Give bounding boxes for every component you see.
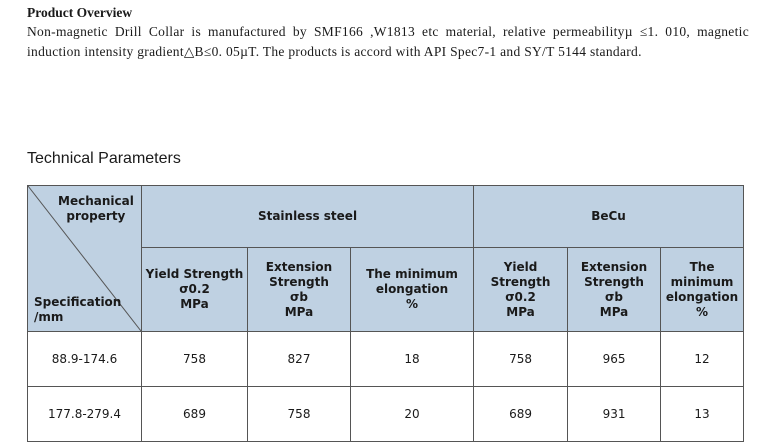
overview-text: Non-magnetic Drill Collar is manufactured by SMF166 ,W1813 etc material, relative permeabilityµ ≤1. 010, magnetic induction intensity gradient△B≤0. 05µT. The products is accord with API Spec7-1 and SY/T 5144 standard. — [27, 24, 749, 59]
group-header-becu: BeCu — [474, 186, 744, 248]
value-cell: 18 — [351, 332, 474, 387]
value-cell: 689 — [474, 387, 568, 442]
column-header-becu-yield-strength: Yield Strength σ0.2 MPa — [474, 248, 568, 332]
column-header-becu-min-elongation: The minimum elongation % — [661, 248, 744, 332]
value-cell: 13 — [661, 387, 744, 442]
overview-title: Product Overview — [27, 5, 133, 20]
value-cell: 827 — [248, 332, 351, 387]
column-header-ss-min-elongation: The minimum elongation % — [351, 248, 474, 332]
value-cell: 20 — [351, 387, 474, 442]
column-header-ss-yield-strength: Yield Strength σ0.2 MPa — [142, 248, 248, 332]
mechanical-property-label: Mechanical property — [58, 194, 134, 223]
table-row — [28, 332, 744, 387]
group-header-stainless-steel: Stainless steel — [142, 186, 474, 248]
spec-cell: 177.8-279.4 — [28, 387, 142, 442]
specification-label: Specification /mm — [34, 295, 122, 324]
corner-header-cell — [28, 186, 142, 332]
column-header-ss-extension-strength: Extension Strength σb MPa — [248, 248, 351, 332]
value-cell: 758 — [474, 332, 568, 387]
spec-cell: 88.9-174.6 — [28, 332, 142, 387]
value-cell: 965 — [568, 332, 661, 387]
value-cell: 758 — [142, 332, 248, 387]
header-row-groups — [28, 186, 744, 248]
value-cell: 931 — [568, 387, 661, 442]
column-header-becu-extension-strength: Extension Strength σb MPa — [568, 248, 661, 332]
product-overview — [27, 4, 749, 61]
technical-parameters-table — [27, 185, 744, 442]
table-row — [28, 387, 744, 442]
value-cell: 12 — [661, 332, 744, 387]
technical-parameters-title: Technical Parameters — [27, 150, 181, 167]
value-cell: 758 — [248, 387, 351, 442]
value-cell: 689 — [142, 387, 248, 442]
